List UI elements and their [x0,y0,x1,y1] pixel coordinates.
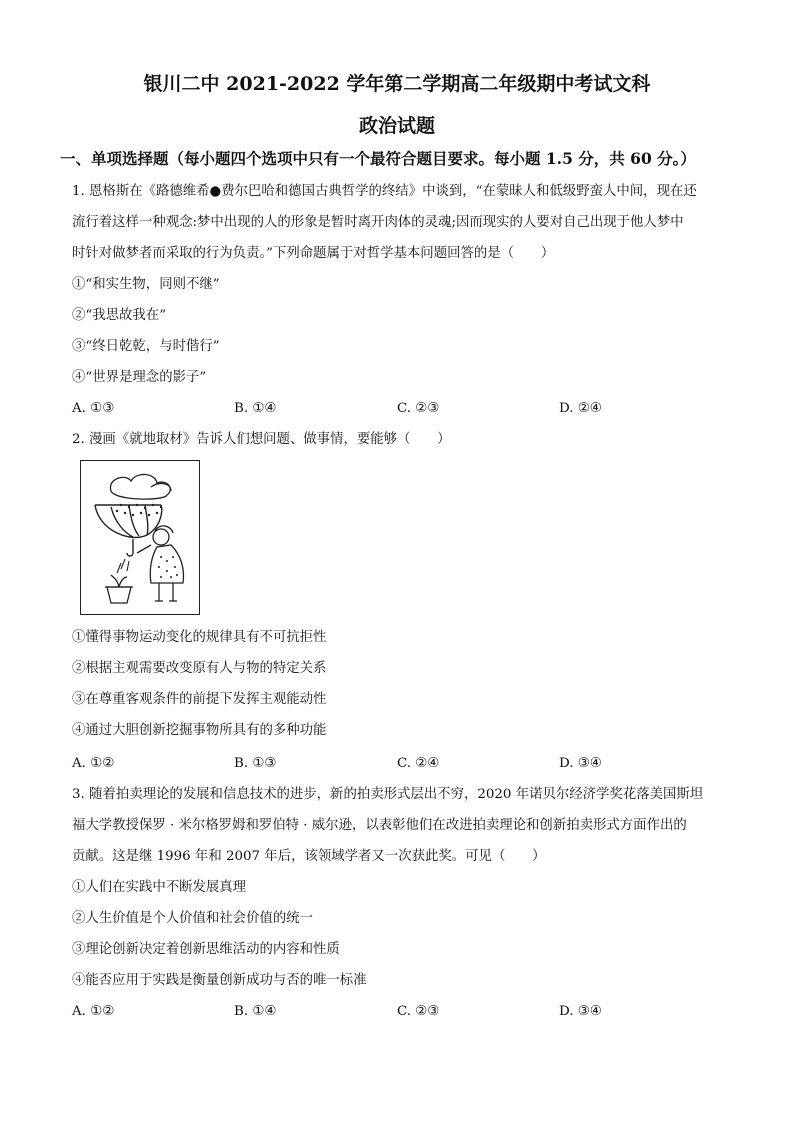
q1-item: ④“世界是理念的影子” [72,370,207,385]
cartoon-drawing [81,461,198,613]
q3-item: ②人生价值是个人价值和社会价值的统一 [72,911,314,926]
q1-item: ②“我思故我在” [72,308,167,323]
q2-item: ①懂得事物运动变化的规律具有不可抗拒性 [72,630,327,645]
q1-option-c[interactable]: C. ②③ [397,401,440,416]
q3-option-b[interactable]: B. ①④ [234,1004,277,1019]
q1-stem-line: 流行着这样一种观念:梦中出现的人的形象是暂时离开肉体的灵魂;因而现实的人要对自己出现于他人梦中 [72,215,684,230]
q2-item: ②根据主观需要改变原有人与物的特定关系 [72,661,327,676]
q1-stem-line: 1. 恩格斯在《路德维希●费尔巴哈和德国古典哲学的终结》中谈到，“在蒙昧人和低级野蛮人中间，现在还 [72,184,697,199]
q1-item: ①“和实生物，同则不继” [72,277,220,292]
q3-stem-line: 福大学教授保罗 · 米尔格罗姆和罗伯特 · 威尔逊，以表彰他们在改进拍卖理论和创新拍卖形式方面作出的 [72,818,687,833]
q3-option-d[interactable]: D. ③④ [559,1004,602,1019]
q1-option-a[interactable]: A. ①③ [72,401,115,416]
cartoon-image [80,460,200,615]
q3-item: ①人们在实践中不断发展真理 [72,880,247,895]
q2-option-a[interactable]: A. ①② [72,756,115,771]
q2-item: ③在尊重客观条件的前提下发挥主观能动性 [72,692,327,707]
q2-option-c[interactable]: C. ②④ [397,756,440,771]
q2-item: ④通过大胆创新挖掘事物所具有的多种功能 [72,723,327,738]
q1-option-b[interactable]: B. ①④ [234,401,277,416]
q1-stem-line: 时针对做梦者而采取的行为负责。”下列命题属于对哲学基本问题回答的是（ ） [72,246,555,261]
q3-option-a[interactable]: A. ①② [72,1004,115,1019]
q1-option-d[interactable]: D. ②④ [559,401,602,416]
q2-stem-line: 2. 漫画《就地取材》告诉人们想问题、做事情，要能够（ ） [72,432,451,447]
section-heading: 一、单项选择题（每小题四个选项中只有一个最符合题目要求。每小题 1.5 分，共 60 分。） [60,149,696,168]
exam-subtitle: 政治试题 [358,115,435,137]
q3-item: ③理论创新决定着创新思维活动的内容和性质 [72,942,340,957]
q3-stem-line: 贡献。这是继 1996 年和 2007 年后，该领域学者又一次获此奖。可见（ ） [72,849,546,864]
exam-title: 银川二中 2021-2022 学年第二学期高二年级期中考试文科 [143,73,651,95]
q1-item: ③“终日乾乾，与时偕行” [72,339,220,354]
q3-stem-line: 3. 随着拍卖理论的发展和信息技术的进步，新的拍卖形式层出不穷，2020 年诺贝尔经济学奖花落美国斯坦 [72,787,704,802]
q3-item: ④能否应用于实践是衡量创新成功与否的唯一标准 [72,973,367,988]
q3-option-c[interactable]: C. ②③ [397,1004,440,1019]
q2-option-b[interactable]: B. ①③ [234,756,277,771]
q2-option-d[interactable]: D. ③④ [559,756,602,771]
